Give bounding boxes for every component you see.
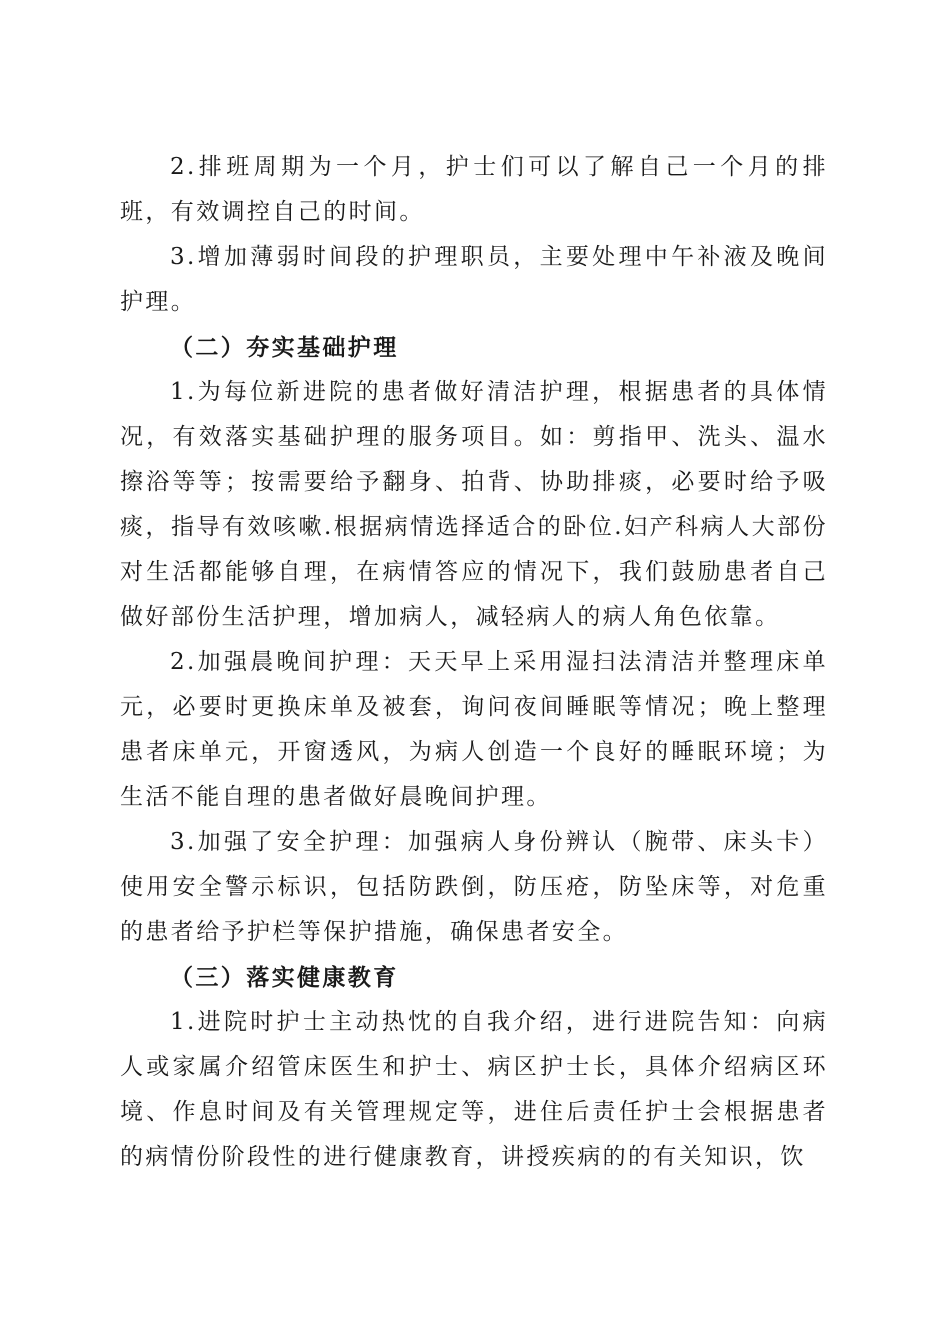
paragraph-morning-evening-care: 2.加强晨晚间护理：天天早上采用湿扫法清洁并整理床单元，必要时更换床单及被套，询问夜间睡眠等情况；晚上整理患者床单元，开窗透风，为病人创造一个良好的睡眠环境；为生活不能自理的患者做好晨晚间护理。 [120,649,828,810]
paragraph-scheduling-cycle: 2.排班周期为一个月，护士们可以了解自己一个月的排班，有效调控自己的时间。 [120,154,828,225]
section-heading-health-education: （三）落实健康教育 [170,964,399,991]
paragraph-safety-care: 3.加强了安全护理：加强病人身份辨认（腕带、床头卡）使用安全警示标识，包括防跌倒，防压疮，防坠床等，对危重的患者给予护栏等保护措施，确保患者安全。 [120,829,828,945]
paragraph-staffing-weak-periods: 3.增加薄弱时间段的护理职员，主要处理中午补液及晚间护理。 [120,244,828,315]
section-heading-basic-care: （二）夯实基础护理 [170,334,399,361]
paragraph-admission-introduction: 1.进院时护士主动热忱的自我介绍，进行进院告知：向病人或家属介绍管床医生和护士、病区护士长，具体介绍病区环境、作息时间及有关管理规定等，进住后责任护士会根据患者的病情份阶段性的进行健康教育，讲授疾病的的有关知识，饮 [120,1009,828,1170]
paragraph-cleaning-care: 1.为每位新进院的患者做好清洁护理，根据患者的具体情况，有效落实基础护理的服务项目。如：剪指甲、洗头、温水擦浴等等；按需要给予翻身、拍背、协助排痰，必要时给予吸痰，指导有效咳嗽.根据病情选择适合的卧位.妇产科病人大部份对生活都能够自理，在病情答应的情况下，我们鼓励患者自己做好部份生活护理，增加病人，减轻病人的病人角色依靠。 [120,379,828,630]
document-body [120,145,828,1180]
